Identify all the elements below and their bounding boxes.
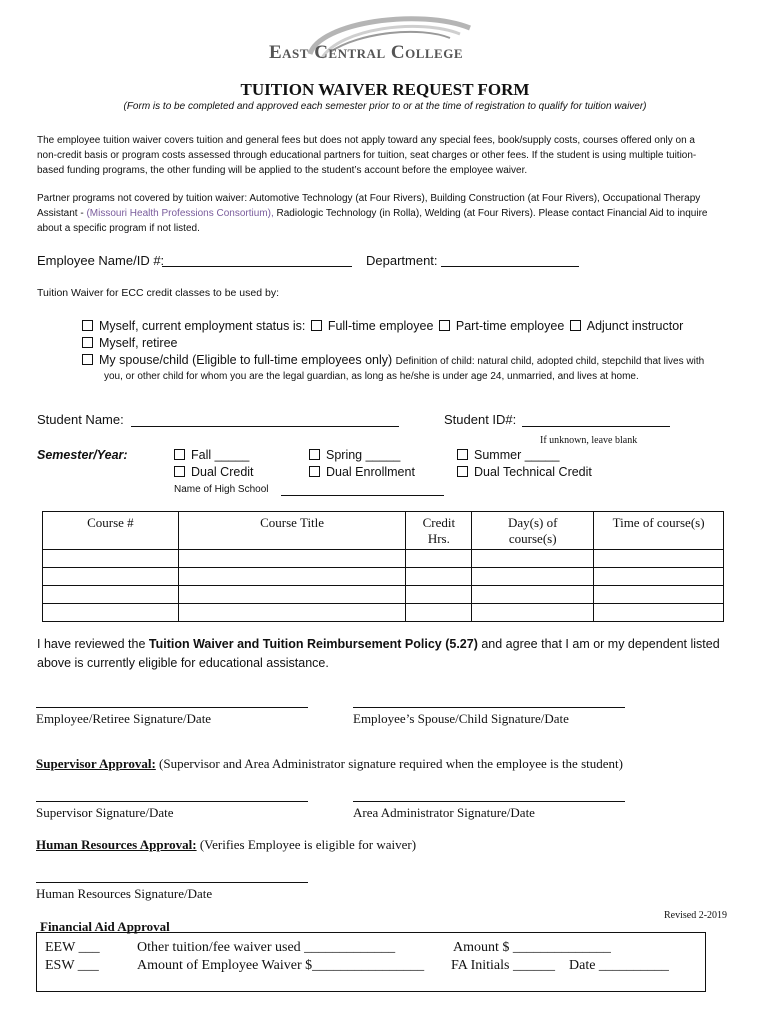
dual-enrollment-option	[309, 465, 415, 479]
table-cell[interactable]	[406, 586, 472, 604]
dual-credit-label: Dual Credit	[191, 465, 254, 479]
employee-name-field[interactable]	[162, 266, 352, 267]
student-id-field[interactable]	[522, 426, 670, 427]
spring-checkbox[interactable]	[309, 449, 320, 460]
dual-enrollment-checkbox[interactable]	[309, 466, 320, 477]
summer-label: Summer _____	[474, 448, 560, 462]
intro-p2-text-c: Radiologic Technology (in Rolla), Welding (at Four Rivers). Please contact Financial Aid to inquire	[273, 208, 708, 219]
fall-label: Fall _____	[191, 448, 250, 462]
header-days	[472, 512, 594, 550]
header-credit-line2: Hrs.	[427, 531, 450, 546]
table-cell[interactable]	[472, 586, 594, 604]
esw-field[interactable]: ESW ___	[45, 958, 99, 973]
table-cell[interactable]	[406, 550, 472, 568]
supervisor-signature-label: Supervisor Signature/Date	[36, 805, 174, 820]
spouse-child-checkbox[interactable]	[82, 354, 93, 365]
hr-signature-field[interactable]	[36, 882, 308, 883]
child-definition-line1: Definition of child: natural child, adopted child, stepchild that lives with	[395, 356, 705, 367]
amount-field[interactable]: Amount $ ______________	[453, 940, 611, 955]
student-name-field[interactable]	[131, 426, 399, 427]
header-credit-hrs	[406, 512, 472, 550]
intro-p2-line2	[37, 206, 737, 221]
dual-technical-option	[457, 465, 592, 479]
fa-date-field[interactable]: Date __________	[569, 958, 669, 973]
adjunct-label: Adjunct instructor	[586, 319, 684, 333]
myself-current-label: Myself, current employment status is:	[99, 319, 306, 333]
student-id-label: Student ID#:	[444, 412, 517, 427]
intro-p2-line1: Partner programs not covered by tuition waiver: Automotive Technology (at Four Rivers), Building Construction (at Four Rivers), Occupational Therapy	[37, 193, 701, 204]
table-cell[interactable]	[472, 604, 594, 622]
intro-paragraph-2	[37, 191, 737, 236]
fall-option	[174, 448, 249, 462]
option-myself-current	[82, 319, 683, 333]
dual-credit-option	[174, 465, 254, 479]
financial-aid-heading: Financial Aid Approval	[40, 919, 170, 934]
course-table-header	[43, 512, 724, 550]
employee-name-label: Employee Name/ID #:	[37, 253, 165, 268]
area-admin-signature-label: Area Administrator Signature/Date	[353, 805, 535, 820]
header-time: Time of course(s)	[594, 512, 724, 550]
department-field[interactable]	[441, 266, 579, 267]
fa-initials-field[interactable]: FA Initials ______	[451, 958, 555, 973]
spouse-signature-label: Employee’s Spouse/Child Signature/Date	[353, 711, 569, 726]
policy-line1	[37, 635, 747, 654]
table-row	[43, 550, 724, 568]
header-days-line2: course(s)	[508, 531, 557, 546]
summer-option	[457, 448, 559, 462]
header-days-line1: Day(s) of	[507, 515, 558, 530]
child-definition-line2: you, or other child for whom you are the legal guardian, as long as he/she is under age 24, unmarried, and lives at home.	[104, 371, 639, 382]
student-id-hint: If unknown, leave blank	[540, 435, 638, 446]
hr-approval	[36, 837, 416, 853]
myself-current-checkbox[interactable]	[82, 320, 93, 331]
other-waiver-field[interactable]: Other tuition/fee waiver used _____________	[137, 940, 396, 955]
revised-date: Revised 2-2019	[664, 910, 728, 921]
spring-option	[309, 448, 400, 462]
supervisor-approval	[36, 756, 623, 772]
summer-checkbox[interactable]	[457, 449, 468, 460]
table-cell[interactable]	[594, 550, 724, 568]
table-cell[interactable]	[43, 586, 179, 604]
college-name: East Central College	[269, 42, 463, 63]
table-cell[interactable]	[594, 568, 724, 586]
option-spouse-child	[82, 353, 704, 367]
table-cell[interactable]	[406, 568, 472, 586]
dual-technical-label: Dual Technical Credit	[474, 465, 592, 479]
parttime-checkbox[interactable]	[439, 320, 450, 331]
intro-p1-line1: The employee tuition waiver covers tuition and general fees but does not apply toward any special fees, book/supply costs, courses offered only on a	[37, 135, 695, 146]
fall-checkbox[interactable]	[174, 449, 185, 460]
hr-approval-heading: Human Resources Approval:	[36, 837, 197, 852]
retiree-checkbox[interactable]	[82, 337, 93, 348]
table-cell[interactable]	[472, 550, 594, 568]
dual-technical-checkbox[interactable]	[457, 466, 468, 477]
policy-line2: above is currently eligible for educational assistance.	[37, 656, 329, 670]
spouse-child-label: My spouse/child (Eligible to full-time employees only)	[99, 353, 393, 367]
retiree-label: Myself, retiree	[99, 336, 178, 350]
fulltime-checkbox[interactable]	[311, 320, 322, 331]
department-label: Department:	[366, 253, 438, 268]
table-row	[43, 604, 724, 622]
table-cell[interactable]	[178, 586, 406, 604]
intro-p1-line2: non-credit basis or program costs assessed through educational partners for tuition, seat charges or other fees. If the student is using multiple tuition-	[37, 150, 697, 161]
table-row	[43, 568, 724, 586]
intro-p2-consortium: (Missouri Health Professions Consortium),	[86, 208, 274, 219]
option-myself-retiree	[82, 336, 178, 350]
policy-reference: Tuition Waiver and Tuition Reimbursement Policy (5.27)	[148, 637, 478, 651]
dual-enrollment-label: Dual Enrollment	[326, 465, 415, 479]
table-cell[interactable]	[178, 568, 406, 586]
table-cell[interactable]	[43, 568, 179, 586]
table-cell[interactable]	[406, 604, 472, 622]
table-cell[interactable]	[594, 604, 724, 622]
usage-label: Tuition Waiver for ECC credit classes to be used by:	[37, 287, 279, 299]
eew-field[interactable]: EEW ___	[45, 940, 100, 955]
employee-signature-label: Employee/Retiree Signature/Date	[36, 711, 212, 726]
semester-label: Semester/Year:	[37, 448, 128, 462]
table-cell[interactable]	[178, 550, 406, 568]
table-row	[43, 586, 724, 604]
intro-paragraph-1	[37, 133, 737, 178]
supervisor-approval-heading: Supervisor Approval:	[36, 756, 156, 771]
form-title: TUITION WAIVER REQUEST FORM	[240, 80, 530, 99]
parttime-label: Part-time employee	[455, 319, 565, 333]
student-name-label: Student Name:	[37, 412, 124, 427]
supervisor-signature-field[interactable]	[36, 801, 308, 802]
policy-text-b: and agree that I am or my dependent listed	[477, 637, 720, 651]
header-credit-line1: Credit	[422, 515, 456, 530]
employee-waiver-field[interactable]: Amount of Employee Waiver $________________	[137, 958, 425, 973]
intro-p1-line3: based funding programs, the other funding will be applied to the student’s account before the employee waiver.	[37, 165, 528, 176]
adjunct-checkbox[interactable]	[570, 320, 581, 331]
employee-signature-field[interactable]	[36, 707, 308, 708]
table-cell[interactable]	[178, 604, 406, 622]
table-cell[interactable]	[43, 604, 179, 622]
area-admin-signature-field[interactable]	[353, 801, 625, 802]
fulltime-label: Full-time employee	[327, 319, 434, 333]
intro-p2-text-a: Assistant -	[37, 208, 87, 219]
course-table	[42, 511, 724, 622]
hr-signature-label: Human Resources Signature/Date	[36, 886, 213, 901]
spouse-signature-field[interactable]	[353, 707, 625, 708]
header-course-number: Course #	[43, 512, 179, 550]
table-cell[interactable]	[472, 568, 594, 586]
form-subtitle: (Form is to be completed and approved each semester prior to or at the time of registration to qualify for tuition waiver)	[123, 101, 647, 112]
high-school-label: Name of High School	[174, 484, 269, 495]
policy-text-a: I have reviewed the	[37, 637, 149, 651]
table-cell[interactable]	[594, 586, 724, 604]
header-course-title: Course Title	[178, 512, 406, 550]
high-school-field[interactable]	[281, 495, 444, 496]
policy-statement	[37, 635, 747, 673]
spring-label: Spring _____	[326, 448, 401, 462]
dual-credit-checkbox[interactable]	[174, 466, 185, 477]
table-cell[interactable]	[43, 550, 179, 568]
intro-p2-line3: about a specific program if not listed.	[37, 223, 200, 234]
supervisor-approval-note: (Supervisor and Area Administrator signature required when the employee is the student)	[155, 756, 623, 771]
hr-approval-note: (Verifies Employee is eligible for waiver)	[196, 837, 417, 852]
